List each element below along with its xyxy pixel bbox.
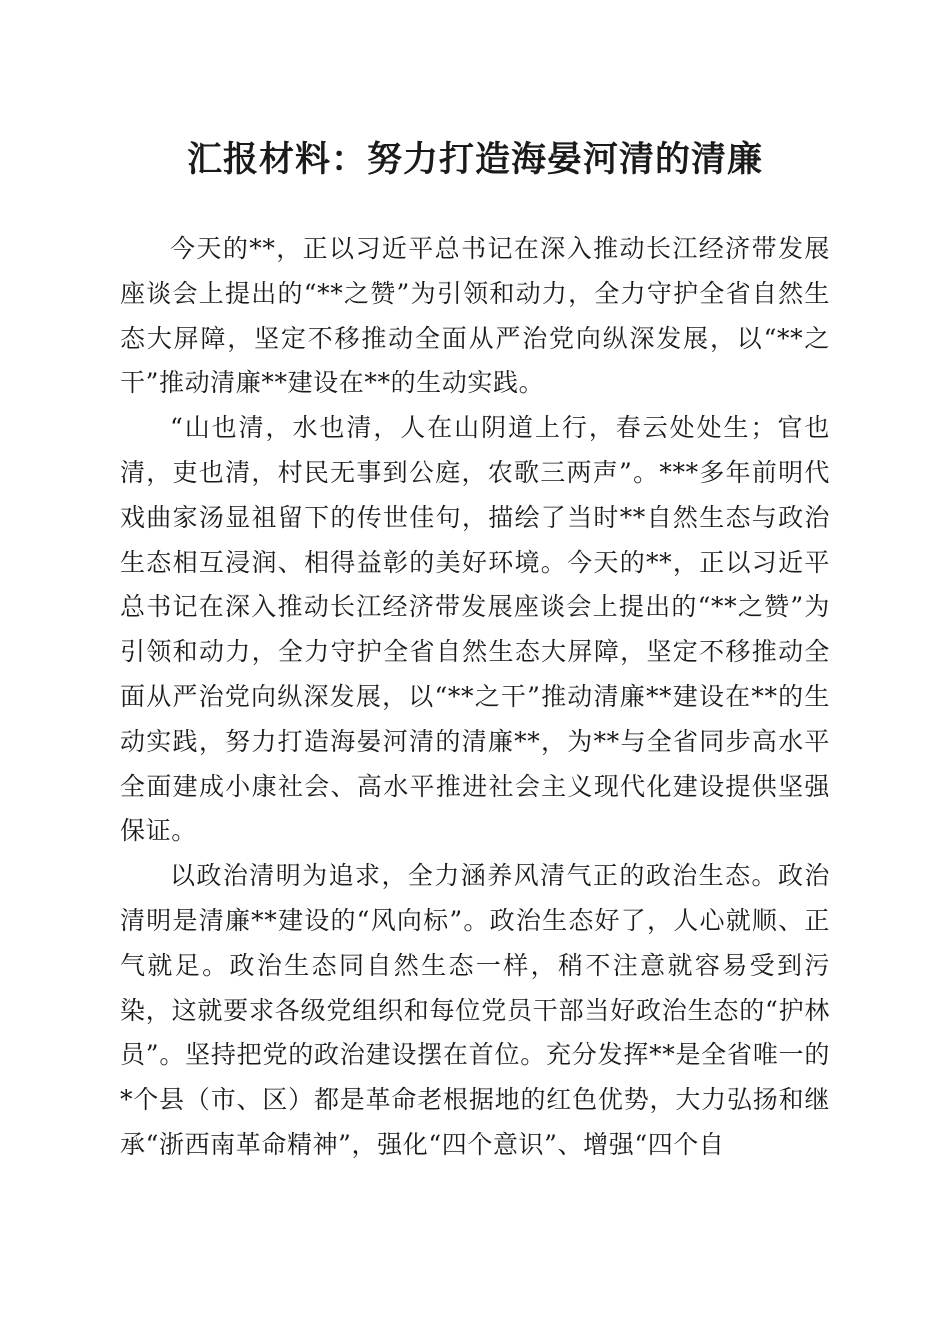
document-body	[120, 227, 830, 1168]
paragraph-3: 以政治清明为追求，全力涵养风清气正的政治生态。政治清明是清廉**建设的“风向标”。政治生态好了，人心就顺、正气就足。政治生态同自然生态一样，稍不注意就容易受到污染，这就要求各级党组织和每位党员干部当好政治生态的“护林员”。坚持把党的政治建设摆在首位。充分发挥**是全省唯一的*个县（市、区）都是革命老根据地的红色优势，大力弘扬和继承“浙西南革命精神”，强化“四个意识”、增强“四个自	[120, 861, 830, 1159]
document-title: 汇报材料：努力打造海晏河清的清廉	[186, 139, 763, 180]
paragraph-2: “山也清，水也清，人在山阴道上行，春云处处生；官也清，吏也清，村民无事到公庭，农歌三两声”。***多年前明代戏曲家汤显祖留下的传世佳句，描绘了当时**自然生态与政治生态相互浸润、相得益彰的美好环境。今天的**，正以习近平总书记在深入推动长江经济带发展座谈会上提出的“**之赞”为引领和动力，全力守护全省自然生态大屏障，坚定不移推动全面从严治党向纵深发展，以“**之干”推动清廉**建设在**的生动实践，努力打造海晏河清的清廉**，为**与全省同步高水平全面建成小康社会、高水平推进社会主义现代化建设提供坚强保证。	[120, 413, 830, 846]
paragraph-1: 今天的**，正以习近平总书记在深入推动长江经济带发展座谈会上提出的“**之赞”为引领和动力，全力守护全省自然生态大屏障，坚定不移推动全面从严治党向纵深发展，以“**之干”推动清廉**建设在**的生动实践。	[120, 234, 830, 398]
